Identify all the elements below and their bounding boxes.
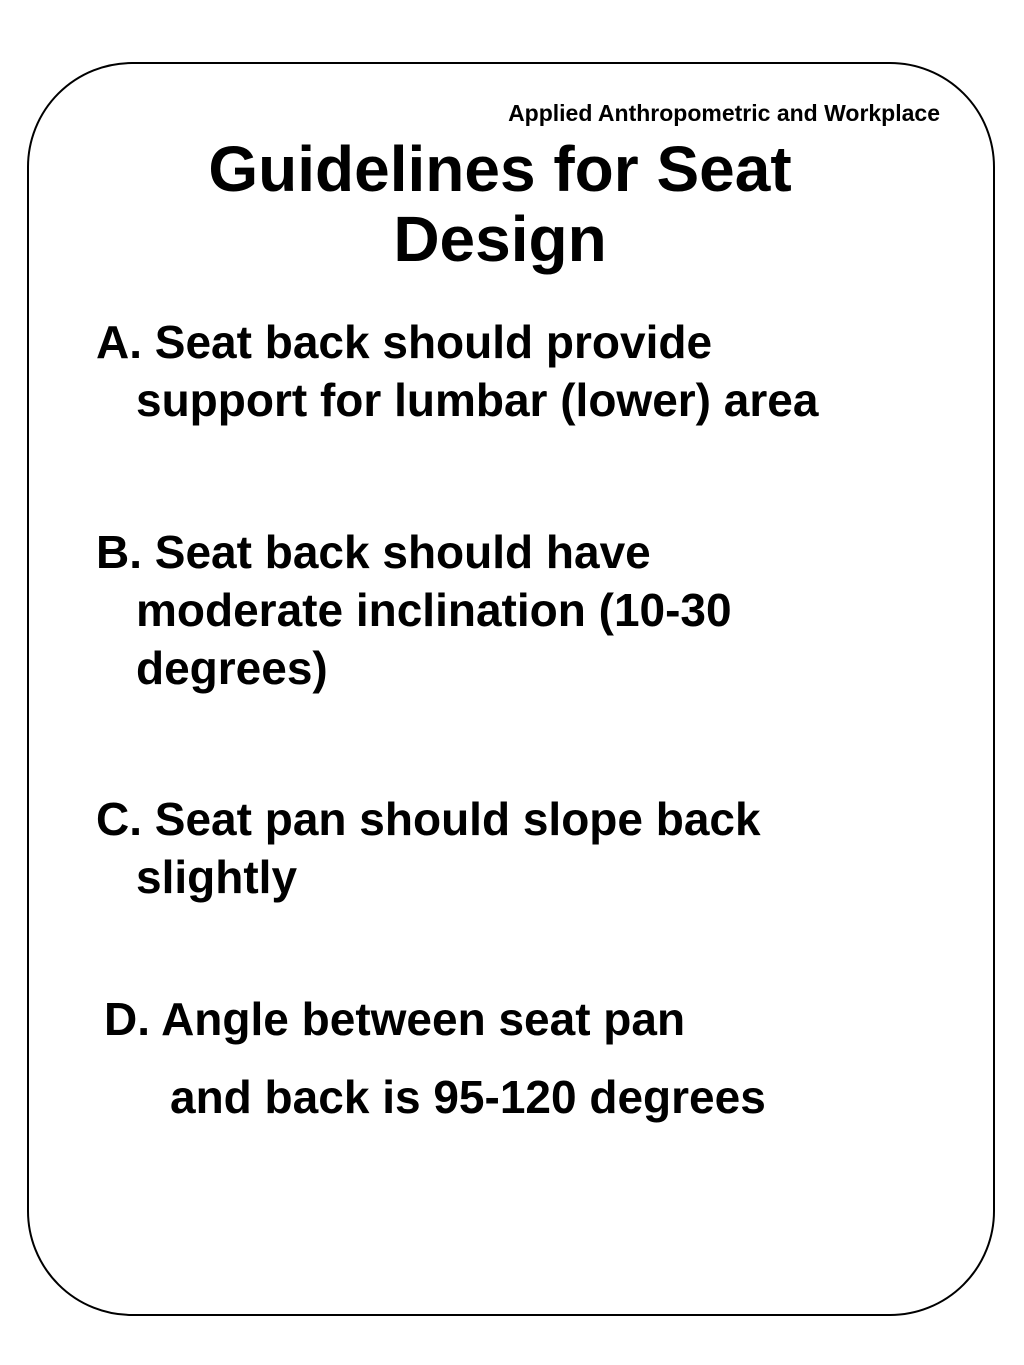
bullet-line: B. Seat back should have	[96, 526, 651, 578]
bullet-line: D. Angle between seat pan	[104, 993, 686, 1045]
slide-title-line-1: Guidelines for Seat	[208, 133, 792, 205]
bullet-a	[96, 313, 956, 429]
bullet-line: moderate inclination (10-30	[136, 584, 732, 636]
slide-title-line-2: Design	[393, 203, 607, 275]
bullet-d	[104, 980, 964, 1136]
bullet-c	[96, 790, 956, 906]
running-header: Applied Anthropometric and Workplace	[508, 100, 940, 126]
bullet-b	[96, 523, 956, 697]
bullet-line: support for lumbar (lower) area	[136, 374, 819, 426]
bullet-line: degrees)	[136, 642, 328, 694]
bullet-line: A. Seat back should provide	[96, 316, 713, 368]
bullet-line: and back is 95-120 degrees	[170, 1071, 766, 1123]
bullet-line: slightly	[136, 851, 298, 903]
slide-title	[0, 134, 1000, 274]
bullet-line: C. Seat pan should slope back	[96, 793, 761, 845]
